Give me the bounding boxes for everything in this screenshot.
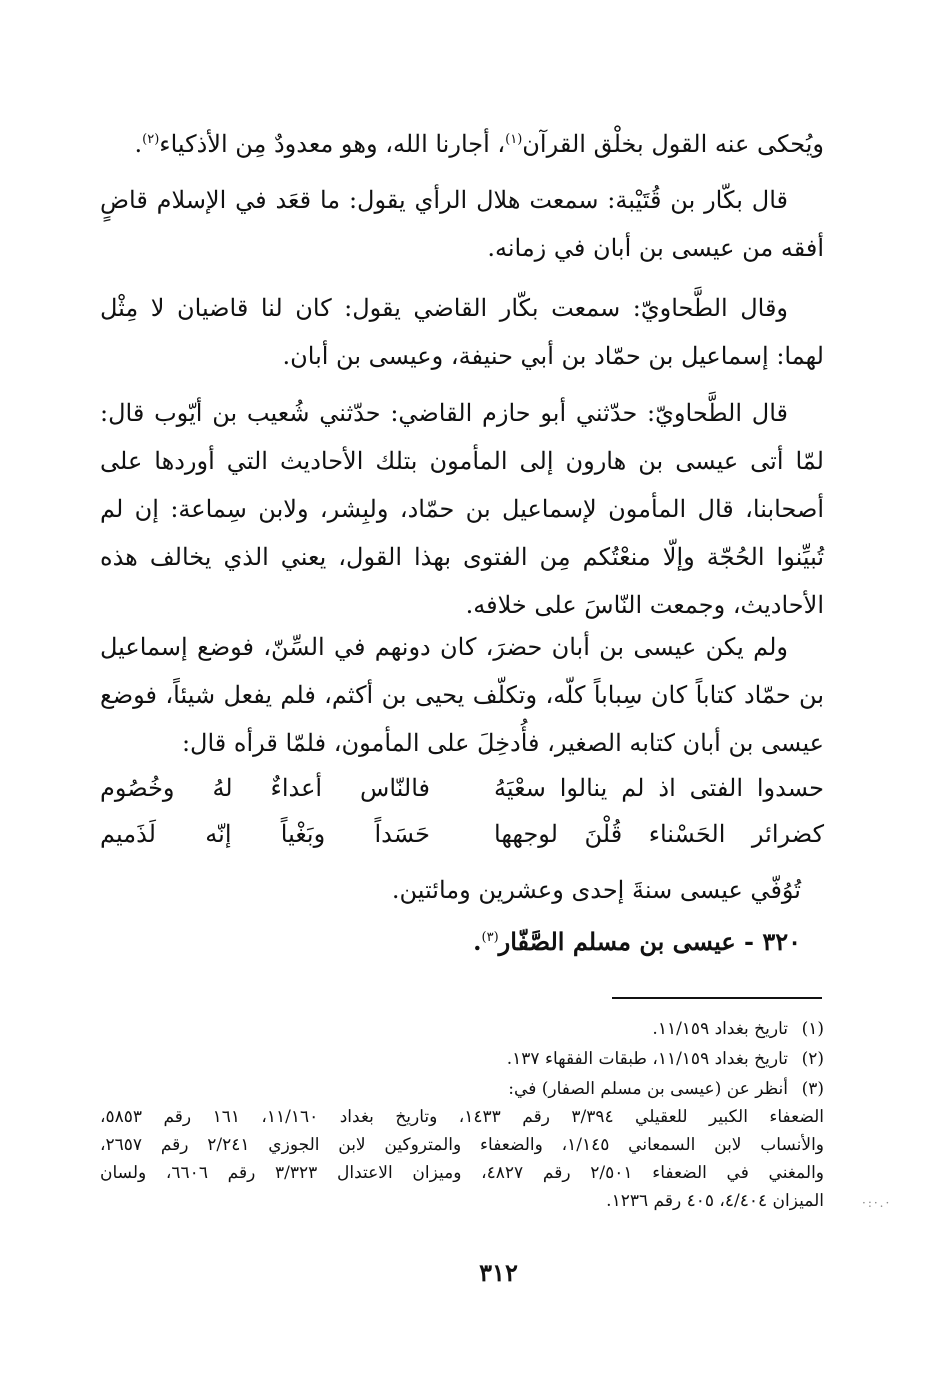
poem-verse-2: [100, 811, 824, 857]
entry-name: عيسى بن مسلم الصَّفّار: [498, 927, 736, 956]
paragraph-4: [100, 389, 824, 629]
footnote-3-line-1: الضعفاء الكبير للعقيلي ٣/٣٩٤ رقم ١٤٣٣، وتاريخ بغداد ١١/١٦٠، ١٦١ رقم ٥٨٥٣،: [100, 1107, 825, 1127]
paragraph-2-text: قال بكّار بن قُتَيْبة: سمعت هلال الرأي يقول: ما قعَد في الإسلام قاضٍ أفقه من عيسى بن أبان في زمانه.: [100, 186, 824, 262]
paragraph-5: [100, 623, 824, 767]
paragraph-3-text: وقال الطَّحاويّ: سمعت بكّار القاضي يقول: كان لنا قاضيان لا مِثْل لهما: إسماعيل بن حمّاد بن أبي حنيفة، وعيسى بن أبان.: [100, 294, 824, 370]
poem-verse-1: [100, 765, 824, 811]
paragraph-1: [100, 120, 824, 168]
paragraph-1-text: ويُحكى عنه القول بخلْق القرآن: [522, 130, 824, 158]
footnote-3-text: أنظر عن (عيسى بن مسلم الصفار) في:: [508, 1079, 788, 1099]
footnote-1-text: تاريخ بغداد ١١/١٥٩.: [652, 1019, 788, 1039]
footnote-ref-2: (٢): [142, 132, 160, 147]
footnote-3-number: (٣): [801, 1079, 824, 1099]
paragraph-1-end: .: [134, 130, 143, 158]
paragraph-4-text: قال الطَّحاويّ: حدّثني أبو حازم القاضي: حدّثني شُعيب بن أيّوب قال: لمّا أتى عيسى بن هارون إلى المأمون بتلك الأحاديث التي أوردها على أصحابنا، قال المأمون لإسماعيل بن حمّاد، ولبِشر، ولابن سِماعة: إن لم تُبيِّنوا الحُجّة وإلّا منعْتُكم مِن الفتوى بهذا القول، يعني الذي يخالف هذه الأحاديث، وجمعت النّاسَ على خلافه.: [100, 399, 824, 619]
footnote-ref-3: (٣): [481, 930, 499, 945]
footnotes: [100, 1015, 824, 1215]
footnote-2-number: (٢): [801, 1049, 824, 1069]
footnote-3-line-4: الميزان ٤/٤٠٤، ٤٠٥ رقم ١٢٣٦.: [606, 1191, 824, 1211]
footnote-2: [100, 1045, 824, 1073]
entry-number: ٣٢٠: [762, 927, 801, 956]
paragraph-2: [100, 176, 824, 272]
entry-separator: -: [735, 927, 763, 956]
death-note: تُوُفّي عيسى سنةَ إحدى وعشرين ومائتين.: [391, 876, 801, 904]
footnote-1: [100, 1015, 824, 1043]
paragraph-3: [100, 284, 824, 380]
poem-verse-1-first-half: حسدوا الفتى اذ لم ينالوا سعْيَهُ: [494, 774, 824, 802]
footnote-divider: [612, 997, 822, 999]
footnote-3: [100, 1075, 824, 1103]
paragraph-1-text-cont: ، أجارنا الله، وهو معدودٌ مِن الأذكياء: [159, 130, 506, 158]
entry-title: [473, 920, 801, 964]
poem-verse-1-second-half: فالنّاس أعداءٌ لهُ وخُصُوم: [100, 774, 430, 802]
page-number: ٣١٢: [479, 1258, 518, 1287]
poem: [100, 765, 824, 857]
footnote-1-number: (١): [801, 1019, 824, 1039]
poem-verse-2-second-half: حَسَداً وبَغْياً إنّه لَذَميم: [100, 820, 430, 848]
paragraph-5-text: ولم يكن عيسى بن أبان حضرَ، كان دونهم في السِّنّ، فوضع إسماعيل بن حمّاد كتاباً كان سِباباً كلّه، وتكلّف يحيى بن أكثم، فلم يفعل شيئاً، فوضع عيسى بن أبان كتابه الصغير، فأُدخِلَ على المأمون، فلمّا قرأه قال:: [100, 633, 825, 757]
footnote-3-line-3: والمغني في الضعفاء ٢/٥٠١ رقم ٤٨٢٧، وميزان الاعتدال ٣/٣٢٣ رقم ٦٦٠٦، ولسان: [100, 1163, 824, 1183]
entry-end: .: [473, 927, 482, 956]
footnote-2-text: تاريخ بغداد ١١/١٥٩، طبقات الفقهاء ١٣٧.: [506, 1049, 788, 1069]
scan-speckle: ·:·.·: [862, 1196, 892, 1210]
poem-verse-2-first-half: كضرائر الحَسْناء قُلْنَ لوجهها: [494, 820, 824, 848]
footnote-3-line-2: والأنساب لابن السمعاني ١/١٤٥، والضعفاء والمتروكين لابن الجوزي ٢/٢٤١ رقم ٢٦٥٧،: [100, 1135, 824, 1155]
footnote-ref-1: (١): [505, 132, 523, 147]
